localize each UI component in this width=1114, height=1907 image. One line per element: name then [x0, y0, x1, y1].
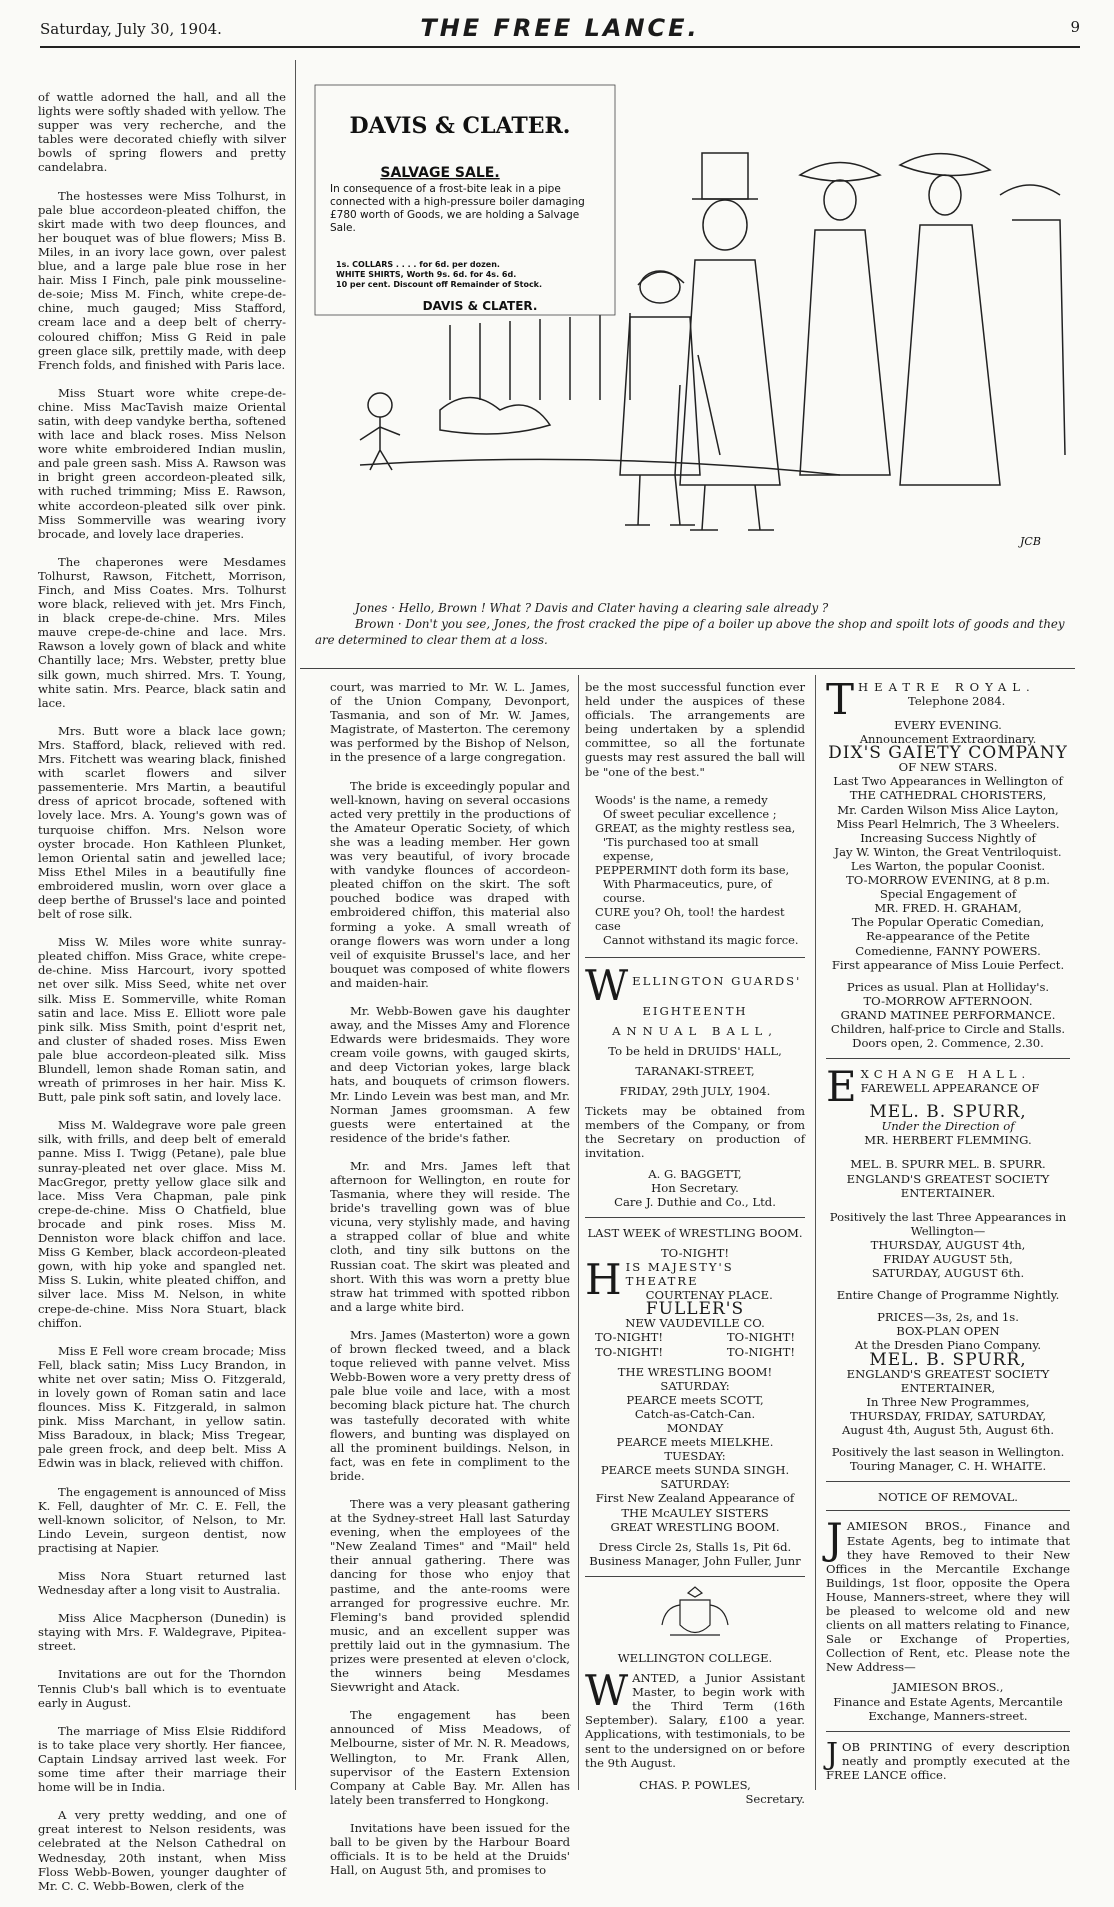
- ad-line: Miss Pearl Helmrich, The 3 Wheelers.: [836, 816, 1060, 831]
- paragraph: Mrs. Butt wore a black lace gown; Mrs. Stafford, black, relieved with red. Mrs. Fitchett was wearing black, finished with scarlet flowers and silver passementerie. Mrs Martin, a beautiful dress of apricot brocade, softened with lovely lace. Mrs. A. Young's gown was of turquoise chiffon. Mrs. Nelson wore oyster brocade. Hon Kathleen Plunket, lemon Oriental satin and jewelled lace; Miss Ethel Miles in a beautifully fine embroidered muslin, worn over glace a deep berthe of Brussel's lace and pointed belt of rose silk.: [38, 723, 286, 922]
- ad-line: Mr. Carden Wilson Miss Alice Layton,: [837, 802, 1059, 817]
- divider: [585, 1576, 805, 1577]
- ad-signature: Secretary.: [745, 1791, 805, 1806]
- divider: [585, 957, 805, 958]
- ad-line: THURSDAY, FRIDAY, SATURDAY,: [849, 1408, 1047, 1423]
- paragraph: A very pretty wedding, and one of great interest to Nelson residents, was celebrated at the Nelson Cathedral on Wednesday, 20th instant, when Miss Floss Webb-Bowen, younger daughter of Mr. C. C. Webb-Bowen, clerk of the: [38, 1808, 286, 1893]
- dropcap: H: [585, 1254, 622, 1304]
- ad-signature: Hon Secretary.: [651, 1180, 739, 1195]
- cartoon-notice: In consequence of a frost-bite leak in a pipe connected with a high-pressure boiler damaging £780 worth of Goods, we are holding a Salvage Sale.: [330, 183, 585, 234]
- ad-signature: JAMIESON BROS.,: [892, 1680, 1004, 1695]
- college-crest-icon: [650, 1585, 740, 1645]
- poem-line: CURE you? Oh, tool! the hardest case: [595, 904, 785, 933]
- paragraph: Miss Alice Macpherson (Dunedin) is staying with Mrs. F. Waldegrave, Pipitea-street.: [38, 1611, 286, 1654]
- dropcap: J: [826, 1736, 839, 1772]
- dropcap: E: [826, 1062, 857, 1112]
- poem-line: With Pharmaceutics, pure, of course.: [603, 876, 772, 905]
- cartoon-caption: [315, 600, 1070, 648]
- paragraph: Miss Nora Stuart returned last Wednesday after a long visit to Australia.: [38, 1569, 286, 1598]
- ad-line: OF NEW STARS.: [898, 760, 998, 775]
- davis-clater-cartoon: [300, 55, 1070, 655]
- ad-line: ANNUAL BALL,: [612, 1023, 778, 1038]
- ad-line: LAST WEEK of WRESTLING BOOM.: [587, 1225, 803, 1240]
- issue-date: Saturday, July 30, 1904.: [40, 20, 222, 38]
- ad-line: At the Dresden Piano Company.: [854, 1338, 1042, 1353]
- ad-line: PRICES—3s, 2s, and 1s.: [877, 1310, 1019, 1325]
- masthead: THE FREE LANCE.: [420, 14, 700, 42]
- paragraph: The engagement is announced of Miss K. Fell, daughter of Mr. C. E. Fell, the well-known solicitor, of Nelson, to Mr. Lindo Levein, surgeon dentist, now practising at Napier.: [38, 1484, 286, 1555]
- paragraph: The hostesses were Miss Tolhurst, in pale blue accordeon-pleated chiffon, the skirt made with two deep flounces, and her bouquet was of blue flowers; Miss B. Miles, in an ivory lace gown, over palest blue, and a large pale blue rose in her hair. Miss I Finch, pale pink mousseline-de-soie; Miss M. Finch, white crepe-de-chine, much gauged; Miss Stafford, cream lace and a deep belt of cherry-coloured chiffon; Miss G Reid in pale green glace silk, prettily made, with deep French folds, and finished with Paris lace.: [38, 188, 286, 372]
- ad-line: SATURDAY:: [660, 1378, 730, 1393]
- dropcap: W: [585, 1666, 629, 1716]
- paragraph: There was a very pleasant gathering at the Sydney-street Hall last Saturday evening, when the employees of the "New Zealand Times" and "Mail" held their annual gathering. There was dancing for those who enjoy that pastime, and the ante-rooms were arranged for progressive euchre. Mr. Fleming's band provided splendid music, and an excellent supper was prettily laid out in the gymnasium. The prizes were presented at eleven o'clock, the winners being Mesdames Sievwright and Atack.: [330, 1496, 570, 1695]
- paragraph: The bride is exceedingly popular and well-known, having on several occasions acted very prettily in the productions of the Amateur Operatic Society, of which she was a leading member. Her gown was very beautiful, of ivory brocade with vandyke flounces of accordeon-pleated chiffon on the skirt. The soft pouched bodice was draped with embroidered chiffon, this material also forming a yoke. A small wreath of orange flowers was worn under a long veil of exquisite Brussel's lace, and her bouquet was composed of white flowers and maiden-hair.: [330, 778, 570, 990]
- ad-line: MEL. B. SPURR MEL. B. SPURR.: [850, 1157, 1046, 1172]
- ad-line: ENGLAND'S GREATEST SOCIETY ENTERTAINER,: [846, 1366, 1050, 1395]
- ad-line: PEARCE meets MIELKHE.: [616, 1435, 774, 1450]
- ad-line: IS MAJESTY'S THEATRE: [625, 1259, 734, 1289]
- ad-line: TO-NIGHT!: [726, 1330, 795, 1345]
- society-column-2: [330, 680, 570, 1891]
- dropcap: W: [585, 960, 629, 1010]
- poem-line: Cannot withstand its magic force.: [603, 932, 799, 947]
- cartoon-title: DAVIS & CLATER.: [349, 113, 571, 139]
- ad-signature: CHAS. P. POWLES,: [639, 1777, 751, 1792]
- artist-signature: JCB: [1020, 535, 1041, 548]
- ad-line: GRAND MATINEE PERFORMANCE.: [840, 1007, 1056, 1022]
- ad-body: AMIESON BROS., Finance and Estate Agents, beg to intimate that they have Removed to their New Offices in the Mercantile Exchange Buildings, 1st floor, opposite the Opera House, Manners-street, where they will be pleased to welcome old and new clients on all matters relating to Finance, Sale or Exchange of Properties, Collection of Rent, etc. Please note the New Address—: [826, 1519, 1070, 1675]
- society-column-1: [38, 90, 286, 1907]
- ad-line: First New Zealand Appearance of: [595, 1491, 795, 1506]
- ad-line: In Three New Programmes,: [866, 1394, 1030, 1409]
- ad-line: Touring Manager, C. H. WHAITE.: [849, 1459, 1047, 1474]
- ad-line: NEW VAUDEVILLE CO.: [625, 1316, 765, 1331]
- ad-line: ENGLAND'S GREATEST SOCIETY ENTERTAINER.: [846, 1171, 1050, 1200]
- ad-line: To be held in DRUIDS' HALL,: [608, 1043, 782, 1058]
- ad-line: BOX-PLAN OPEN: [896, 1324, 1000, 1339]
- page-number: 9: [1070, 18, 1080, 36]
- ad-line: DIX'S GAIETY COMPANY: [828, 743, 1068, 764]
- job-printing-ad: [826, 1736, 1070, 1782]
- ad-line: Prices as usual. Plan at Holliday's.: [846, 979, 1050, 994]
- cartoon-subtitle: SALVAGE SALE.: [380, 165, 500, 181]
- poem-line: GREAT, as the mighty restless sea,: [595, 820, 796, 835]
- ad-signature: Care J. Duthie and Co., Ltd.: [614, 1194, 776, 1209]
- poem-line: PEPPERMINT doth form its base,: [595, 862, 790, 877]
- ad-line: TO-MORROW AFTERNOON.: [863, 993, 1033, 1008]
- ad-line: Jay W. Winton, the Great Ventriloquist. Les Warton, the popular Coonist.: [834, 844, 1062, 873]
- cartoon-bottom-rule: [300, 668, 1075, 669]
- ad-line: SATURDAY, AUGUST 6th.: [871, 1266, 1025, 1281]
- theatre-royal-ad: [826, 675, 1070, 1051]
- wrestling-ad: [585, 1226, 805, 1568]
- ad-line: Last Two Appearances in Wellington of: [833, 774, 1063, 789]
- ad-line: FULLER'S: [645, 1299, 745, 1320]
- ad-line: TUESDAY:: [664, 1449, 726, 1464]
- ad-line: Increasing Success Nightly of: [860, 830, 1036, 845]
- dropcap: T: [826, 675, 855, 724]
- column-rule: [815, 675, 816, 1790]
- ad-line: MEL. B. SPURR,: [869, 1349, 1027, 1370]
- ad-line: Children, half-price to Circle and Stalls.: [830, 1021, 1066, 1036]
- ad-line: PEARCE meets SCOTT,: [626, 1392, 764, 1407]
- column-3: [585, 680, 805, 1806]
- ad-line: FRIDAY AUGUST 5th,: [883, 1252, 1013, 1266]
- ad-line: EVERY EVENING.: [894, 718, 1002, 732]
- ad-line: Entire Change of Programme Nightly.: [836, 1288, 1060, 1303]
- ad-line: Positively the last Three Appearances in Wellington—: [829, 1209, 1067, 1238]
- divider: [826, 1481, 1070, 1482]
- cartoon-collars: 1s. COLLARS . . . . for 6d. per dozen.: [336, 260, 500, 269]
- ad-line: Catch-as-Catch-Can.: [634, 1406, 756, 1421]
- caption-line: Jones · Hello, Brown ! What ? Davis and Clater having a clearing sale already ?: [355, 601, 829, 615]
- ad-line: EIGHTEENTH: [642, 1003, 748, 1018]
- divider: [826, 1731, 1070, 1732]
- paragraph: The engagement has been announced of Miss Meadows, of Melbourne, sister of Mr. N. R. Meadows, Wellington, to Mr. Frank Allen, supervisor of the Eastern Extension Company at Cable Bay. Mr. Allen has lately been transferred to Hongkong.: [330, 1708, 570, 1807]
- ad-signature: A. G. BAGGETT,: [648, 1166, 742, 1181]
- ad-line: PEARCE meets SUNDA SINGH.: [600, 1463, 790, 1478]
- cartoon-discount: 10 per cent. Discount off Remainder of Stock.: [336, 280, 543, 289]
- ad-line: COURTENAY PLACE.: [645, 1288, 773, 1303]
- ad-line: FAREWELL APPEARANCE OF: [860, 1081, 1040, 1096]
- paragraph: Miss W. Miles wore white sunray-pleated chiffon. Miss Grace, white crepe-de-chine. Miss Harcourt, ivory spotted net over silk. Miss Seed, white net over silk. Miss E. Sommerville, white Roman satin and lace. Miss E. Elliott wore pale pink silk. Miss Smith, point d'esprit net, and cluster of shaded roses. Miss Ewen pale blue accordeon-pleated silk. Miss Blundell, lemon shade Roman satin, and wreath of primroses in her hair. Miss K. Butt, pale pink soft satin, and lovely lace.: [38, 935, 286, 1105]
- ad-line: Business Manager, John Fuller, Junr: [589, 1553, 801, 1568]
- ad-heading: XCHANGE HALL.: [860, 1067, 1031, 1082]
- ad-line: TO-NIGHT!: [595, 1344, 664, 1359]
- ad-line: Under the Direction of: [881, 1119, 1015, 1134]
- page-header: [40, 10, 1080, 48]
- ad-line: MEL. B. SPURR,: [869, 1102, 1027, 1123]
- woods-peppermint-poem: [595, 793, 805, 947]
- ad-line: MR. FRED. H. GRAHAM,: [874, 901, 1022, 916]
- divider: [585, 1217, 805, 1218]
- cartoon-shirts: WHITE SHIRTS, Worth 9s. 6d. for 4s. 6d.: [336, 270, 517, 279]
- paragraph: Invitations have been issued for the ball to be given by the Harbour Board officials. It is to be held at the Druids' Hall, on August 5th, and promises to: [330, 1820, 570, 1878]
- ad-line: MONDAY: [666, 1421, 724, 1435]
- paragraph: of wattle adorned the hall, and all the lights were softly shaded with yellow. The supper was very recherche, and the tables were decorated chiefly with silver bowls of spring flowers and pretty candelabra.: [38, 90, 286, 175]
- ad-body: OB PRINTING of every description neatly and promptly executed at the FREE LANCE office.: [826, 1739, 1070, 1782]
- poem-line: Woods' is the name, a remedy: [595, 792, 768, 807]
- ad-line: First appearance of Miss Louie Perfect.: [831, 957, 1065, 972]
- ad-title: NOTICE OF REMOVAL.: [878, 1490, 1018, 1505]
- ad-line: TO-MORROW EVENING, at 8 p.m.: [845, 873, 1050, 888]
- cartoon-sign: DAVIS & CLATER.: [422, 299, 538, 313]
- ad-line: MR. HERBERT FLEMMING.: [864, 1133, 1032, 1148]
- column-rule: [295, 60, 296, 1790]
- ad-line: THE McAULEY SISTERS: [621, 1505, 769, 1520]
- caption-line: Brown · Don't you see, Jones, the frost cracked the pipe of a boiler up above the shop and spoilt lots of goods and they are determined to clear them at a loss.: [315, 617, 1065, 647]
- ad-line: Dress Circle 2s, Stalls 1s, Pit 6d.: [598, 1539, 792, 1554]
- ad-line: TO-NIGHT!: [726, 1344, 795, 1359]
- ad-signature: Finance and Estate Agents, Mercantile Exchange, Manners-street.: [833, 1694, 1063, 1723]
- ad-line: Re-appearance of the Petite Comedienne, FANNY POWERS.: [855, 929, 1041, 958]
- ad-line: The Popular Operatic Comedian,: [851, 915, 1045, 930]
- ad-line: TO-NIGHT!: [595, 1330, 664, 1345]
- ad-line: TARANAKI-STREET,: [635, 1063, 755, 1078]
- divider: [826, 1510, 1070, 1511]
- ad-line: THE CATHEDRAL CHORISTERS,: [849, 788, 1047, 803]
- paragraph: Miss M. Waldegrave wore pale green silk, with frills, and deep belt of emerald panne. Miss I. Twigg (Petane), pale blue sunray-pleated net over glace. Miss M. MacGregor, pretty yellow glace silk and lace. Miss Vera Chapman, pale pink crepe-de-chine. Miss O Chatfield, blue brocade and pink roses. Miss M. Denniston wore black chiffon and lace. Miss G Kember, black accordeon-pleated gown, with hip yoke and spangled net. Miss S. Lukin, white pleated chiffon, and silver lace. Miss M. Nelson, in white crepe-de-chine. Miss Nora Stuart, black chiffon.: [38, 1118, 286, 1330]
- paragraph: The marriage of Miss Elsie Riddiford is to take place very shortly. Her fiancee, Captain Lindsay arrived last week. For some time after their marriage their home will be in India.: [38, 1723, 286, 1795]
- exchange-hall-ad: [826, 1062, 1070, 1474]
- paragraph: Invitations are out for the Thorndon Tennis Club's ball which is to eventuate early in August.: [38, 1667, 286, 1710]
- ad-body: ANTED, a Junior Assistant Master, to begin work with the Third Term (16th September). Salary, £100 a year. Applications, with testimonials, to be sent to the undersigned on or before the 9th August.: [585, 1671, 805, 1770]
- poem-line: 'Tis purchased too at small expense,: [603, 834, 759, 863]
- ad-heading: ELLINGTON GUARDS': [632, 973, 802, 988]
- poem-line: Of sweet peculiar excellence ;: [603, 806, 777, 821]
- ad-line: Doors open, 2. Commence, 2.30.: [852, 1036, 1044, 1051]
- paragraph: Mrs. James (Masterton) wore a gown of brown flecked tweed, and a black toque relieved with panne velvet. Miss Webb-Bowen wore a very pretty dress of pale blue voile and lace, with a most becoming black picture hat. The church was tastefully decorated with white flowers, and bunting was displayed on all the prominent buildings. Nelson, in fact, was en fete in compliment to the bride.: [330, 1327, 570, 1483]
- dropcap: J: [826, 1514, 843, 1564]
- ad-line: THURSDAY, AUGUST 4th,: [870, 1237, 1026, 1252]
- divider: [826, 1058, 1070, 1059]
- ad-line: GREAT WRESTLING BOOM.: [610, 1519, 780, 1534]
- ad-line: TO-NIGHT!: [660, 1245, 730, 1260]
- ad-line: Telephone 2084.: [908, 694, 1006, 709]
- paragraph: court, was married to Mr. W. L. James, of the Union Company, Devonport, Tasmania, and son of Mr. W. James, Magistrate, of Masterton. The ceremony was performed by the Bishop of Nelson, in the presence of a large congregation.: [330, 680, 570, 765]
- paragraph: Mr. Webb-Bowen gave his daughter away, and the Misses Amy and Florence Edwards were bridesmaids. They wore cream voile gowns, with gauged skirts, and deep Victorian yokes, large black hats, and bouquets of crimson flowers. Mr. Lindo Levein was best man, and Mr. Norman James groomsman. A few guests were entertained at the residence of the bride's father.: [330, 1003, 570, 1145]
- paragraph: The chaperones were Mesdames Tolhurst, Rawson, Fitchett, Morrison, Finch, and Miss Coates. Mrs. Tolhurst wore black, relieved with jet. Mrs Finch, in black crepe-de-chine. Mrs. Miles mauve crepe-de-chine and lace. Mrs. Rawson a lovely gown of black and white Chantilly lace; Mrs. Webster, pretty blue silk gown, much shirred. Mrs. T. Young, white satin. Mrs. Pearce, black satin and lace.: [38, 554, 286, 710]
- ad-line: August 4th, August 5th, August 6th.: [842, 1423, 1054, 1438]
- removal-notice: [826, 1490, 1070, 1722]
- column-rule: [578, 675, 579, 1790]
- ad-line: FRIDAY, 29th JULY, 1904.: [619, 1084, 771, 1099]
- wellington-college-ad: [585, 1651, 805, 1806]
- ad-line: Special Engagement of: [879, 887, 1017, 902]
- ad-title: WELLINGTON COLLEGE.: [617, 1650, 773, 1665]
- column-4: [826, 675, 1070, 1782]
- ad-heading: HEATRE ROYAL.: [858, 680, 1036, 694]
- ad-line: Positively the last season in Wellington.: [831, 1445, 1065, 1460]
- paragraph: Miss E Fell wore cream brocade; Miss Fell, black satin; Miss Lucy Brandon, in white net over satin; Miss O. Fitzgerald, in lovely gown of Roman satin and lace flounces. Miss K. Fitzgerald, in salmon pink. Miss Marchant, in yellow satin. Miss Baradoux, in black; Miss Tregear, pale green frock, and deep belt. Miss A Edwin was in black, relieved with chiffon.: [38, 1343, 286, 1471]
- ad-line: THE WRESTLING BOOM!: [617, 1364, 773, 1379]
- ad-body: Tickets may be obtained from members of the Company, or from the Secretary on production of invitation.: [585, 1104, 805, 1161]
- paragraph: Miss Stuart wore white crepe-de-chine. Miss MacTavish maize Oriental satin, with deep vandyke bertha, softened with lace and black roses. Miss Nelson wore white embroidered Indian muslin, and pale green sash. Miss A. Rawson was in bright green accordeon-pleated silk, with ruched trimming; Miss E. Rawson, white accordeon-pleated silk over pink. Miss Sommerville was wearing ivory brocade, and lovely lace draperies.: [38, 385, 286, 541]
- guards-ball-ad: [585, 960, 805, 1209]
- paragraph: be the most successful function ever held under the auspices of these officials. The arrangements are being undertaken by a splendid committee, so all the fortunate guests may rest assured the ball will be "one of the best.": [585, 680, 805, 779]
- ad-line: SATURDAY:: [660, 1477, 730, 1492]
- ad-line: Announcement Extraordinary.: [859, 732, 1037, 747]
- paragraph: Mr. and Mrs. James left that afternoon for Wellington, en route for Tasmania, where they will reside. The bride's travelling gown was of blue vicuna, very stylishly made, and having a strapped collar of blue and white cloth, and tiny silk buttons on the Russian coat. The skirt was pleated and short. With this was worn a pretty blue straw hat trimmed with spotted ribbon and a large white bird.: [330, 1158, 570, 1314]
